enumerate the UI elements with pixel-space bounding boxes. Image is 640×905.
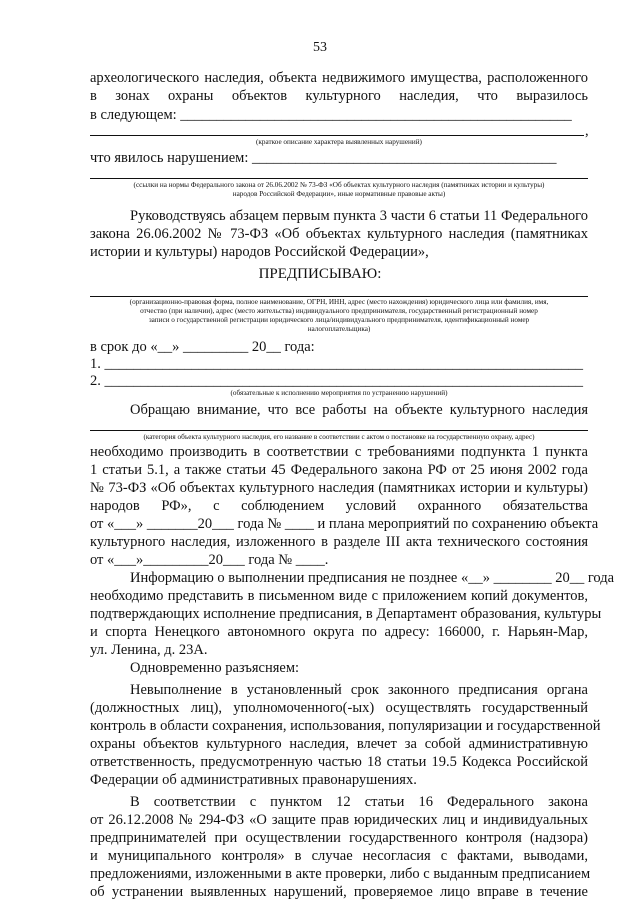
text-line: от 26.12.2008 № 294-ФЗ «О защите прав юридических лиц и индивидуальных — [90, 812, 588, 828]
text-line: культурного наследия, изложенного в разделе III акта технического состояния — [90, 534, 588, 550]
measure-item: 1. __________________________________________________________________ — [90, 356, 583, 372]
text-line: от «___»_________20___ года № ____. — [90, 552, 329, 568]
text-line: что явилось нарушением: __________________________________________ — [90, 150, 557, 166]
blank-line — [90, 430, 588, 431]
text-line: истории и культуры) народов Российской Федерации», — [90, 244, 429, 260]
text-line: и муниципального контроля» в случае несогласия с фактами, выводами, — [90, 848, 588, 864]
text-line: Руководствуясь абзацем первым пункта 3 части 6 статьи 11 Федерального — [130, 208, 588, 224]
text-line: об устранении выявленных нарушений, проверяемое лицо вправе в течение — [90, 884, 588, 900]
text-line: ул. Ленина, д. 23А. — [90, 642, 208, 658]
blank-line — [90, 296, 588, 297]
text-line: подтверждающих исполнение предписания, в Департамент образования, культуры — [90, 606, 602, 622]
text-line: Обращаю внимание, что все работы на объекте культурного наследия — [130, 402, 588, 418]
text-line: Федерации об административных правонарушениях. — [90, 772, 417, 788]
text-line: (должностных лиц), уполномоченного(-ых) осуществлять государственный — [90, 700, 588, 716]
field-caption: (ссылки на нормы Федерального закона от 26.06.2002 № 73-ФЗ «Об объектах культурного наследия (памятниках истории и культуры) — [133, 181, 545, 189]
text-line: в следующем: ______________________________________________________ — [90, 107, 572, 123]
field-caption: (обязательные к исполнению мероприятия по устранению нарушений) — [230, 389, 448, 397]
text-line: № 73-ФЗ «Об объектах культурного наследия (памятниках истории и культуры) — [90, 480, 588, 496]
text-line: закона 26.06.2002 № 73-ФЗ «Об объектах культурного наследия (памятниках — [90, 226, 588, 242]
text-line: предпринимателей при осуществлении государственного контроля (надзора) — [90, 830, 588, 846]
text-line: В соответствии с пунктом 12 статьи 16 Федерального закона — [130, 794, 588, 810]
field-caption: народов Российской Федерации», иные нормативные правовые акты) — [232, 190, 446, 198]
text-line: контроль в области сохранения, использования, популяризации и государственной — [90, 718, 601, 734]
order-heading: ПРЕДПИСЫВАЮ: — [258, 266, 382, 282]
text-line: необходимо представить в письменном виде с приложением копий документов, — [90, 588, 588, 604]
text-line: в зонах охраны объектов культурного наследия, что выразилось — [90, 88, 588, 104]
page-number: 53 — [313, 40, 327, 55]
text-line: Одновременно разъясняем: — [130, 660, 300, 676]
field-caption: (краткое описание характера выявленных нарушений) — [256, 138, 422, 146]
text-line: охраны объектов культурного наследия, влечет за собой административную — [90, 736, 588, 752]
text-line: народов РФ», с соблюдением условий охранного обязательства — [90, 498, 588, 514]
field-caption: (организационно-правовая форма, полное наименование, ОГРН, ИНН, адрес (место нахождения) юридического лица или фамилия, имя, — [129, 298, 549, 306]
text-line: , — [585, 123, 589, 139]
text-line: 1 статьи 5.1, а также статьи 45 Федерального закона РФ от 25 июня 2002 года — [90, 462, 588, 478]
text-line: от «___» _______20___ года № ____ и плана мероприятий по сохранению объекта — [90, 516, 599, 532]
text-line: ответственность, предусмотренную частью 18 статьи 19.5 Кодекса Российской — [90, 754, 588, 770]
deadline-line: в срок до «__» _________ 20__ года: — [90, 339, 315, 355]
field-caption: (категория объекта культурного наследия, его название в соответствии с актом о постановке на государственную охрану, адрес) — [143, 433, 535, 441]
text-line: и спорта Ненецкого автономного округа по адресу: 166000, г. Нарьян-Мар, — [90, 624, 588, 640]
field-caption: отчество (при наличии), адрес (место жительства) индивидуального предпринимателя, государственный регистрационный номер — [140, 307, 538, 315]
blank-line — [90, 178, 588, 179]
text-line: предложениями, изложенными в акте проверки, либо с выданным предписанием — [90, 866, 591, 882]
text-line: Невыполнение в установленный срок законного предписания органа — [130, 682, 588, 698]
text-line: археологического наследия, объекта недвижимого имущества, расположенного — [90, 70, 588, 86]
text-line: Информацию о выполнении предписания не позднее «__» ________ 20__ года — [130, 570, 615, 586]
field-caption: налогоплательщика) — [307, 325, 371, 333]
measure-item: 2. __________________________________________________________________ — [90, 373, 583, 389]
field-caption: записи о государственной регистрации юридического лица/индивидуального предпринимателя, идентификационный номер — [148, 316, 530, 324]
blank-line — [90, 135, 584, 136]
text-line: необходимо производить в соответствии с требованиями подпункта 1 пункта — [90, 444, 588, 460]
